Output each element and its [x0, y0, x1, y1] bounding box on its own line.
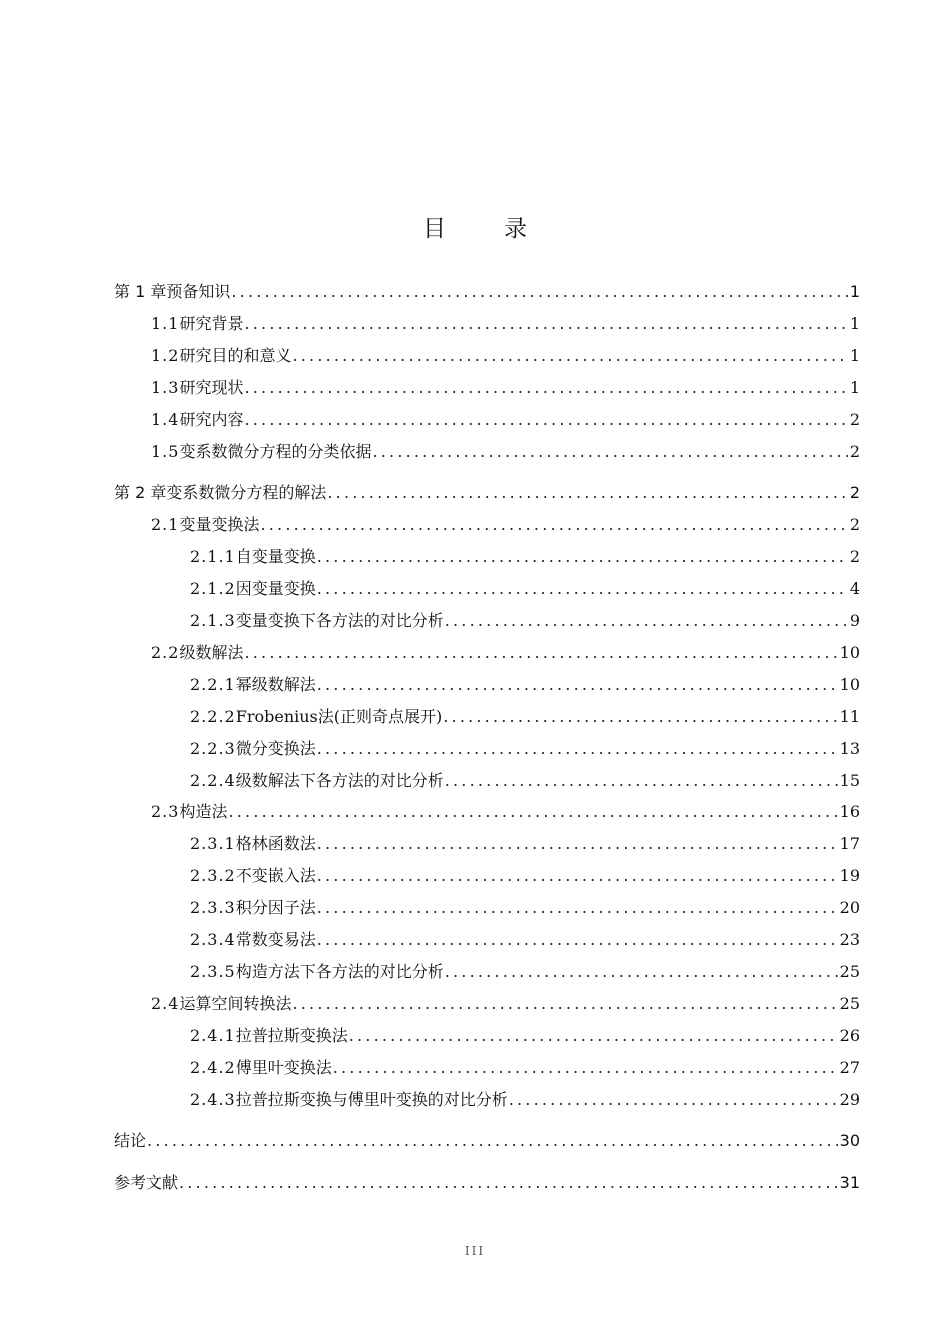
toc-entry[interactable] — [0, 928, 950, 952]
toc-entry-number: 2.2.3 — [190, 739, 236, 758]
toc-entry-number: 2.1.1 — [190, 547, 236, 566]
toc-entry-number: 2.2.4 — [190, 771, 236, 790]
toc-entry-page: 25 — [839, 994, 860, 1013]
toc-entry-page: 10 — [839, 675, 860, 694]
dot-leader — [317, 832, 838, 856]
toc-entry[interactable] — [0, 992, 950, 1016]
toc-entry-number: 2.3.4 — [190, 930, 236, 949]
toc-entry-label: Frobenius法(正则奇点展开) — [235, 707, 443, 726]
dot-leader — [317, 673, 838, 697]
toc-entry-page: 30 — [839, 1131, 860, 1150]
toc-entry-label: 研究背景 — [179, 314, 244, 333]
dot-leader — [445, 769, 838, 793]
toc-entry[interactable] — [0, 609, 950, 633]
toc-entry-number: 1.1 — [151, 314, 180, 333]
toc-entry-number: 2.2.2 — [190, 707, 236, 726]
dot-leader — [231, 280, 847, 304]
toc-entry-label: 运算空间转换法 — [179, 994, 292, 1013]
toc-entry-page: 20 — [839, 898, 860, 917]
toc-entry[interactable] — [0, 545, 950, 569]
dot-leader — [333, 1056, 838, 1080]
dot-leader — [317, 864, 838, 888]
toc-entry[interactable] — [0, 705, 950, 729]
toc-entry-label: 积分因子法 — [235, 898, 316, 917]
toc-entry-number: 2.2 — [151, 643, 180, 662]
toc-entry-number: 2.1.3 — [190, 611, 236, 630]
toc-entry-number: 1.3 — [151, 378, 180, 397]
toc-entry[interactable] — [0, 481, 950, 505]
toc-entry-label: 变系数微分方程的分类依据 — [179, 442, 372, 461]
toc-entry-label: 拉普拉斯变换法 — [235, 1026, 348, 1045]
dot-leader — [317, 577, 848, 601]
toc-entry[interactable] — [0, 1024, 950, 1048]
dot-leader — [317, 928, 838, 952]
toc-entry-page: 11 — [839, 707, 860, 726]
toc-entry-page: 2 — [849, 442, 860, 461]
toc-entry[interactable] — [0, 1056, 950, 1080]
toc-entry[interactable] — [0, 864, 950, 888]
toc-entry-page: 27 — [839, 1058, 860, 1077]
toc-entry-number: 2.3.5 — [190, 962, 236, 981]
toc-entry-label: 因变量变换 — [235, 579, 316, 598]
toc-entry-label: 研究内容 — [179, 410, 244, 429]
toc-entry-number: 2.4 — [151, 994, 180, 1013]
toc-entry-label: 拉普拉斯变换与傅里叶变换的对比分析 — [235, 1090, 508, 1109]
dot-leader — [244, 312, 847, 336]
toc-entry[interactable] — [0, 1171, 950, 1195]
toc-entry-number: 第 2 章 — [114, 483, 167, 502]
toc-entry-label: 自变量变换 — [235, 547, 316, 566]
toc-entry[interactable] — [0, 832, 950, 856]
toc-entry-page: 2 — [849, 515, 860, 534]
dot-leader — [292, 344, 847, 368]
dot-leader — [244, 408, 847, 432]
page-number-footer: III — [464, 1244, 486, 1258]
toc-entry-label: 构造法 — [179, 802, 228, 821]
toc-entry-page: 1 — [849, 314, 860, 333]
toc-entry-number: 2.1 — [151, 515, 180, 534]
toc-entry-number: 2.3.3 — [190, 898, 236, 917]
toc-entry-number: 1.4 — [151, 410, 180, 429]
title-char-right: 录 — [504, 216, 527, 242]
dot-leader — [260, 513, 847, 537]
dot-leader — [292, 992, 837, 1016]
dot-leader — [244, 641, 837, 665]
toc-entry-label: 常数变易法 — [235, 930, 316, 949]
dot-leader — [509, 1088, 838, 1112]
toc-entry-page: 29 — [839, 1090, 860, 1109]
toc-entry-label: 研究现状 — [179, 378, 244, 397]
toc-entry-page: 17 — [839, 834, 860, 853]
dot-leader — [317, 545, 848, 569]
toc-entry-label: 结论 — [114, 1131, 147, 1150]
toc-entry[interactable] — [0, 896, 950, 920]
toc-entry[interactable] — [0, 344, 950, 368]
dot-leader — [372, 440, 847, 464]
toc-entry-page: 1 — [849, 346, 860, 365]
toc-entry[interactable] — [0, 408, 950, 432]
toc-entry[interactable] — [0, 1129, 950, 1153]
toc-entry-label: 变系数微分方程的解法 — [166, 483, 327, 502]
toc-entry-page: 2 — [849, 410, 860, 429]
toc-entry-page: 25 — [839, 962, 860, 981]
toc-entry-page: 4 — [849, 579, 860, 598]
toc-entry-page: 31 — [839, 1173, 860, 1192]
toc-entry-label: 变量变换法 — [179, 515, 260, 534]
toc-entry[interactable] — [0, 800, 950, 824]
toc-entry[interactable] — [0, 673, 950, 697]
toc-entry-number: 1.5 — [151, 442, 180, 461]
toc-entry-number: 2.3.1 — [190, 834, 236, 853]
toc-entry-label: 预备知识 — [166, 282, 231, 301]
dot-leader — [317, 737, 838, 761]
toc-entry-number: 2.1.2 — [190, 579, 236, 598]
toc-entry[interactable] — [0, 280, 950, 304]
toc-entry-page: 23 — [839, 930, 860, 949]
toc-entry-label: 构造方法下各方法的对比分析 — [235, 962, 444, 981]
toc-entry-label: 格林函数法 — [235, 834, 316, 853]
dot-leader — [327, 481, 847, 505]
dot-leader — [228, 800, 837, 824]
dot-leader — [445, 960, 838, 984]
toc-entry-label: 级数解法 — [179, 643, 244, 662]
toc-entry-page: 2 — [849, 547, 860, 566]
dot-leader — [244, 376, 847, 400]
dot-leader — [349, 1024, 838, 1048]
toc-entry-page: 1 — [849, 378, 860, 397]
toc-entry[interactable] — [0, 513, 950, 537]
toc-entry-label: 级数解法下各方法的对比分析 — [235, 771, 444, 790]
title-char-left: 目 — [423, 216, 446, 242]
toc-entry[interactable] — [0, 440, 950, 464]
toc-entry-number: 2.4.2 — [190, 1058, 236, 1077]
toc-entry-page: 13 — [839, 739, 860, 758]
dot-leader — [179, 1171, 838, 1195]
toc-entry[interactable] — [0, 960, 950, 984]
toc-entry[interactable] — [0, 376, 950, 400]
toc-entry-number: 第 1 章 — [114, 282, 167, 301]
toc-entry-label: 微分变换法 — [235, 739, 316, 758]
toc-entry[interactable] — [0, 769, 950, 793]
toc-entry-page: 10 — [839, 643, 860, 662]
toc-entry-number: 2.2.1 — [190, 675, 236, 694]
toc-entry-label: 幂级数解法 — [235, 675, 316, 694]
toc-entry-label: 傅里叶变换法 — [235, 1058, 332, 1077]
toc-entry-label: 变量变换下各方法的对比分析 — [235, 611, 444, 630]
toc-entry-page: 15 — [839, 771, 860, 790]
toc-entry-number: 1.2 — [151, 346, 180, 365]
toc-entry-label: 研究目的和意义 — [179, 346, 292, 365]
dot-leader — [445, 609, 848, 633]
toc-entry-page: 9 — [849, 611, 860, 630]
toc-entry-label: 不变嵌入法 — [235, 866, 316, 885]
toc-entry[interactable] — [0, 641, 950, 665]
dot-leader — [317, 896, 838, 920]
toc-entry-page: 2 — [849, 483, 860, 502]
toc-entry-page: 1 — [849, 282, 860, 301]
toc-entry-number: 2.3.2 — [190, 866, 236, 885]
toc-entry-number: 2.4.1 — [190, 1026, 236, 1045]
toc-entry[interactable] — [0, 737, 950, 761]
toc-entry-label: 参考文献 — [114, 1173, 179, 1192]
toc-entry[interactable] — [0, 577, 950, 601]
toc-entry[interactable] — [0, 1088, 950, 1112]
dot-leader — [443, 705, 837, 729]
toc-entry-page: 19 — [839, 866, 860, 885]
dot-leader — [147, 1129, 838, 1153]
toc-entry-page: 26 — [839, 1026, 860, 1045]
toc-entry-page: 16 — [839, 802, 860, 821]
toc-entry-number: 2.4.3 — [190, 1090, 236, 1109]
toc-entry-number: 2.3 — [151, 802, 180, 821]
toc-entry[interactable] — [0, 312, 950, 336]
